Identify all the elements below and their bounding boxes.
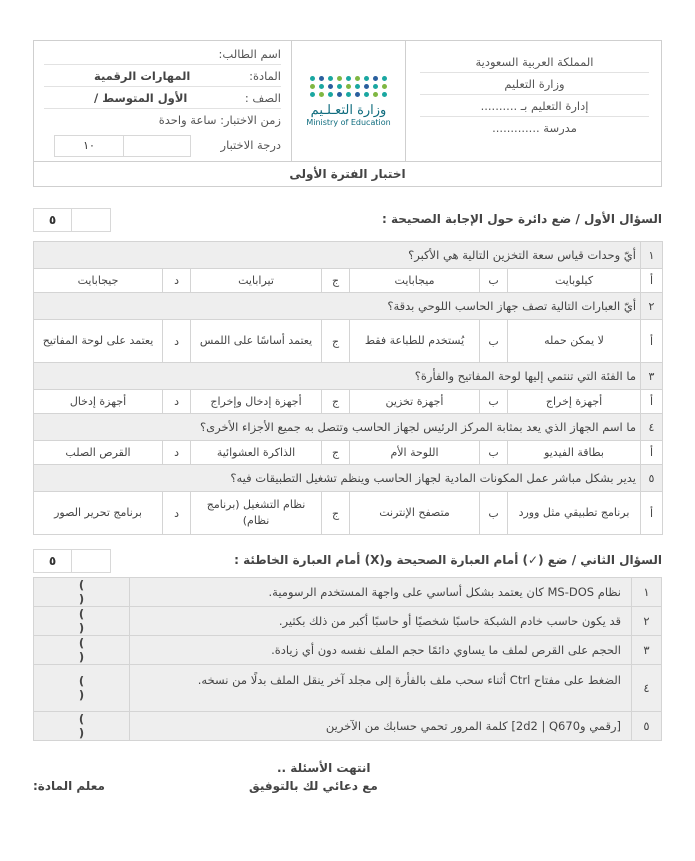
option-letter: د: [163, 320, 191, 363]
statement-text: الحجم على القرص لملف ما يساوي دائمًا حجم الملف نفسه دون أي زيادة.: [130, 636, 632, 665]
exam-score-box: [54, 135, 191, 157]
option-text: لا يمكن حمله: [508, 320, 641, 363]
option-text: بطاقة الفيديو: [508, 441, 641, 465]
option-text: كيلوبايت: [508, 269, 641, 293]
option-text: يعتمد على لوحة المفاتيح: [34, 320, 163, 363]
question-text: أيّ وحدات قياس سعة التخزين التالية هي الأكبر؟: [34, 242, 641, 269]
option-letter: ج: [322, 492, 350, 535]
statement-text: قد يكون حاسب خادم الشبكة حاسبًا شخصيًا أو حاسبًا أكبر من ذلك بكثير.: [130, 607, 632, 636]
question-number: ٤: [641, 414, 663, 441]
question-text: يدير بشكل مباشر عمل المكونات المادية لجهاز الحاسب وينظم تشغيل التطبيقات فيه؟: [34, 465, 641, 492]
option-letter: د: [163, 441, 191, 465]
option-text: اللوحة الأم: [350, 441, 480, 465]
option-text: أجهزة إدخال وإخراج: [191, 390, 322, 414]
section1-score: ٥: [34, 209, 72, 231]
time-row: [44, 109, 281, 131]
header-top: [34, 41, 661, 162]
option-letter: أ: [641, 269, 663, 293]
exam-score-label: درجة الاختبار: [220, 138, 281, 152]
option-letter: أ: [641, 441, 663, 465]
answer-parentheses[interactable]: ( ): [34, 578, 130, 607]
exam-header: [33, 40, 662, 187]
statement-number: ١: [632, 578, 662, 607]
option-letter: ب: [480, 492, 508, 535]
option-letter: أ: [641, 492, 663, 535]
option-text: برنامج تطبيقي مثل وورد: [508, 492, 641, 535]
option-letter: ب: [480, 320, 508, 363]
option-letter: ب: [480, 390, 508, 414]
ministry-logo: [291, 41, 405, 162]
option-letter: أ: [641, 390, 663, 414]
subject-label: المادة:: [249, 69, 281, 83]
question-text: ما الفئة التي تنتمي إليها لوحة المفاتيح والفأرة؟: [34, 363, 641, 390]
section1-score-box: [33, 208, 111, 232]
section2-title: السؤال الثاني / ضع (✓) أمام العبارة الصحيحة و(X) أمام العبارة الخاطئة :: [234, 553, 662, 567]
option-letter: د: [163, 269, 191, 293]
answer-parentheses[interactable]: ( ): [34, 665, 130, 712]
grade-value: الأول المتوسط /: [94, 91, 188, 105]
logo-dots-icon: [310, 76, 388, 97]
option-text: أجهزة إخراج: [508, 390, 641, 414]
question-text: ما اسم الجهاز الذي يعد بمثابة المركز الرئيس لجهاز الحاسب وتتصل به جميع الأجزاء الأخرى؟: [34, 414, 641, 441]
statement-row: [34, 665, 662, 712]
admin-text: إدارة التعليم بـ ..........: [420, 95, 649, 117]
option-text: تيرابايت: [191, 269, 322, 293]
option-text: أجهزة تخزين: [350, 390, 480, 414]
statement-text: نظام MS-DOS كان يعتمد بشكل أساسي على واجهة المستخدم الرسومية.: [130, 578, 632, 607]
statement-text: الضغط على مفتاح Ctrl أثناء سحب ملف بالفأرة إلى مجلد آخر ينقل الملف بدلًا من نسخه.: [130, 665, 632, 712]
school-text: مدرسة .............: [492, 121, 577, 135]
logo-arabic-text: وزارة التعـلـيم: [310, 103, 387, 118]
exam-score-row: [54, 135, 281, 157]
option-letter: ج: [322, 441, 350, 465]
teacher-label: معلم المادة:: [33, 779, 105, 793]
end-of-questions: انتهت الأسئلة ..: [277, 761, 371, 775]
question-number: ٢: [641, 293, 663, 320]
statement-number: ٥: [632, 712, 662, 741]
option-letter: أ: [641, 320, 663, 363]
question-number: ٥: [641, 465, 663, 492]
statement-row: [34, 712, 662, 741]
option-text: يُستخدم للطباعة فقط: [350, 320, 480, 363]
answer-row: [34, 320, 663, 363]
answer-row: [34, 390, 663, 414]
option-letter: د: [163, 492, 191, 535]
answer-row: [34, 441, 663, 465]
statement-number: ٣: [632, 636, 662, 665]
option-letter: ب: [480, 269, 508, 293]
exam-score-value: ١٠: [55, 136, 124, 156]
section2-score: ٥: [34, 550, 72, 572]
exam-time: زمن الاختبار: ساعة واحدة: [158, 113, 281, 127]
student-name-row: [44, 43, 281, 65]
statement-text: [رقمي و2d2 | Q670] كلمة المرور تحمي حسابك من الآخرين: [130, 712, 632, 741]
option-letter: د: [163, 390, 191, 414]
question-row: [34, 414, 663, 441]
answer-parentheses[interactable]: ( ): [34, 636, 130, 665]
ministry-text: وزارة التعليم: [420, 73, 649, 95]
grade-label: الصف :: [244, 91, 281, 105]
statement-row: [34, 578, 662, 607]
section1-heading: [33, 208, 662, 234]
header-student-info: [34, 41, 291, 162]
option-text: الذاكرة العشوائية: [191, 441, 322, 465]
header-school-info: [405, 41, 661, 162]
answer-row: [34, 492, 663, 535]
question-row: [34, 242, 663, 269]
question-text: أيّ العبارات التالية تصف جهاز الحاسب اللوحي بدقة؟: [34, 293, 641, 320]
option-letter: ب: [480, 441, 508, 465]
option-letter: ج: [322, 269, 350, 293]
question-row: [34, 293, 663, 320]
statement-row: [34, 607, 662, 636]
true-false-table: [33, 577, 662, 741]
statement-number: ٤: [632, 665, 662, 712]
option-text: أجهزة إدخال: [34, 390, 163, 414]
option-text: برنامج تحرير الصور: [34, 492, 163, 535]
subject-value: المهارات الرقمية: [94, 69, 191, 83]
question-row: [34, 363, 663, 390]
exam-title: اختبار الفترة الأولى: [289, 167, 406, 181]
mcq-table: [33, 241, 663, 535]
option-text: متصفح الإنترنت: [350, 492, 480, 535]
section2-heading: [33, 549, 662, 575]
student-name-label: اسم الطالب:: [218, 47, 281, 61]
statement-row: [34, 636, 662, 665]
option-text: القرص الصلب: [34, 441, 163, 465]
answer-parentheses[interactable]: ( ): [34, 607, 130, 636]
question-row: [34, 465, 663, 492]
subject-row: [44, 65, 281, 87]
option-letter: ج: [322, 320, 350, 363]
answer-row: [34, 269, 663, 293]
kingdom-text: المملكة العربية السعودية: [420, 51, 649, 73]
grade-row: [44, 87, 281, 109]
good-luck-text: مع دعائي لك بالتوفيق: [249, 779, 378, 793]
option-letter: ج: [322, 390, 350, 414]
statement-number: ٢: [632, 607, 662, 636]
question-number: ١: [641, 242, 663, 269]
option-text: نظام التشغيل (برنامج نظام): [191, 492, 322, 535]
answer-parentheses[interactable]: ( ): [34, 712, 130, 741]
option-text: يعتمد أساسًا على اللمس: [191, 320, 322, 363]
option-text: ميجابايت: [350, 269, 480, 293]
option-text: جيجابايت: [34, 269, 163, 293]
section2-score-box: [33, 549, 111, 573]
section1-title: السؤال الأول / ضع دائرة حول الإجابة الصحيحة :: [381, 212, 662, 226]
logo-english-text: Ministry of Education: [306, 118, 391, 127]
question-number: ٣: [641, 363, 663, 390]
